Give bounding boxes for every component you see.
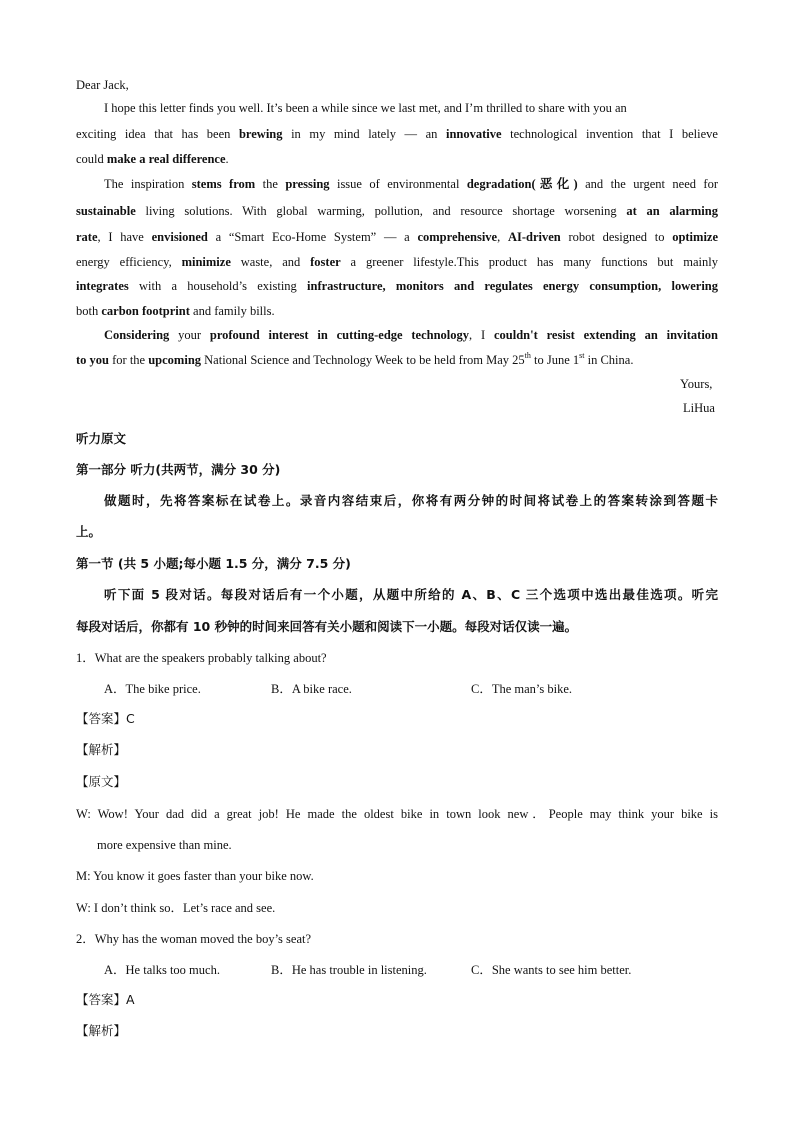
bold-run: minimize <box>181 255 231 269</box>
bold-run: comprehensive <box>417 230 498 244</box>
text-run: in my mind lately — an <box>282 127 446 141</box>
text-run: exciting idea that has been <box>76 127 239 141</box>
bold-run: rate <box>76 230 98 244</box>
letter-p2-line6 <box>76 303 275 319</box>
text-run: a greener lifestyle.This product has many functions but mainly <box>340 255 718 269</box>
q1-dialogue-line1-cont: more expensive than mine. <box>97 838 232 852</box>
bold-run: to you <box>76 353 109 367</box>
bold-run: AI-driven <box>507 230 561 244</box>
bold-run: pressing <box>285 177 330 191</box>
instruction-1-line2: 上。 <box>76 524 102 539</box>
text-run: your <box>169 328 210 342</box>
letter-p2-line1 <box>104 176 718 192</box>
text-run: , I <box>469 328 494 342</box>
letter-salutation: Dear Jack, <box>76 78 129 92</box>
text-run: robot designed to <box>560 230 673 244</box>
text-run: the <box>255 177 286 191</box>
listening-heading: 听力原文 <box>76 431 127 446</box>
bold-run: innovative <box>445 127 502 141</box>
letter-p2-line5 <box>76 278 718 294</box>
bold-run: degradation(恶化) <box>466 177 578 191</box>
q2-answer <box>76 992 135 1008</box>
q1-dialogue-line2: M: You know it goes faster than your bike now. <box>76 869 314 883</box>
bold-run: profound interest in cutting-edge technology <box>209 328 470 342</box>
bold-run: sustainable <box>76 204 136 218</box>
q1-dialogue-line1: W: Wow! Your dad did a great job! He made the oldest bike in town look new．People may think your bike is <box>76 807 718 821</box>
text-run: . <box>225 152 229 166</box>
part1-title: 第一部分 听力(共两节，满分 30 分) <box>76 462 281 477</box>
text-run: and the urgent need for <box>577 177 718 191</box>
letter-p2-line2 <box>76 203 718 219</box>
question-1: 1．What are the speakers probably talking about? <box>76 651 327 665</box>
text-run: I hope this letter finds you well. It’s been a while since we last met, and I’m thrilled to share with you an <box>104 101 627 115</box>
bold-run: infrastructure, monitors and regulates energy consumption, lowering <box>307 279 718 293</box>
instruction-1-line1: 做题时，先将答案标在试卷上。录音内容结束后，你将有两分钟的时间将试卷上的答案转涂到答题卡 <box>104 493 718 508</box>
bold-run: envisioned <box>151 230 208 244</box>
section1-title: 第一节 (共 5 小题;每小题 1.5 分，满分 7.5 分) <box>76 556 351 571</box>
text-run: to June 1 <box>530 353 580 367</box>
letter-signature: LiHua <box>683 401 715 415</box>
text-run: with a household’s existing <box>128 279 308 293</box>
q1-option-c: C．The man’s bike. <box>471 682 573 696</box>
text-run: and family bills. <box>189 304 275 318</box>
bold-run: brewing <box>238 127 283 141</box>
q1-source-label: 【原文】 <box>76 774 127 789</box>
bold-run: upcoming <box>148 353 202 367</box>
instruction-2-line1: 听下面 5 段对话。每段对话后有一个小题，从题中所给的 A、B、C 三个选项中选出最佳选项。听完 <box>104 587 718 602</box>
q1-answer <box>76 711 135 727</box>
letter-closing: Yours, <box>680 377 713 391</box>
question-2: 2．Why has the woman moved the boy’s seat? <box>76 932 312 946</box>
letter-p1-line2 <box>76 126 718 142</box>
letter-p1-line1 <box>104 100 718 116</box>
letter-p3-line2 <box>76 352 633 368</box>
superscript: th <box>524 350 531 360</box>
letter-p1-line3 <box>76 151 229 167</box>
text-run: both <box>76 304 102 318</box>
text-run: in China. <box>584 353 634 367</box>
answer-text: 【答案】A <box>76 992 135 1007</box>
bold-run: foster <box>310 255 341 269</box>
q1-dialogue-line3: W: I don’t think so．Let’s race and see. <box>76 901 276 915</box>
superscript: st <box>579 350 585 360</box>
answer-text: 【答案】C <box>76 711 135 726</box>
q2-analysis: 【解析】 <box>76 1023 127 1038</box>
text-run: waste, and <box>230 255 311 269</box>
text-run: a “Smart Eco-Home System” — a <box>207 230 418 244</box>
bold-run: make a real difference <box>106 152 226 166</box>
text-run: , <box>497 230 508 244</box>
text-run: could <box>76 152 107 166</box>
bold-run: Considering <box>104 328 170 342</box>
text-run: The inspiration <box>104 177 192 191</box>
bold-run: carbon footprint <box>101 304 190 318</box>
text-run: for the <box>109 353 149 367</box>
text-run: issue of environmental <box>329 177 467 191</box>
bold-run: optimize <box>672 230 719 244</box>
q1-analysis: 【解析】 <box>76 742 127 757</box>
bold-run: integrates <box>76 279 129 293</box>
letter-p2-line4 <box>76 254 718 270</box>
text-run: , I have <box>97 230 152 244</box>
q1-option-b: B．A bike race. <box>271 682 352 696</box>
letter-p3-line1 <box>104 327 718 343</box>
text-run: living solutions. With global warming, pollution, and resource shortage worsening <box>135 204 627 218</box>
letter-p2-line3 <box>76 229 718 245</box>
instruction-2-line2: 每段对话后，你都有 10 秒钟的时间来回答有关小题和阅读下一小题。每段对话仅读一遍。 <box>76 619 578 634</box>
q2-option-c: C．She wants to see him better. <box>471 963 632 977</box>
bold-run: at an alarming <box>626 204 718 218</box>
q2-option-a: A．He talks too much. <box>104 963 220 977</box>
text-run: energy efficiency, <box>76 255 182 269</box>
text-run: technological invention that I believe <box>501 127 718 141</box>
q2-option-b: B．He has trouble in listening. <box>271 963 427 977</box>
bold-run: couldn't resist extending an invitation <box>494 328 718 342</box>
text-run: National Science and Technology Week to be held from May 25 <box>201 353 525 367</box>
q1-option-a: A．The bike price. <box>104 682 201 696</box>
bold-run: stems from <box>191 177 256 191</box>
